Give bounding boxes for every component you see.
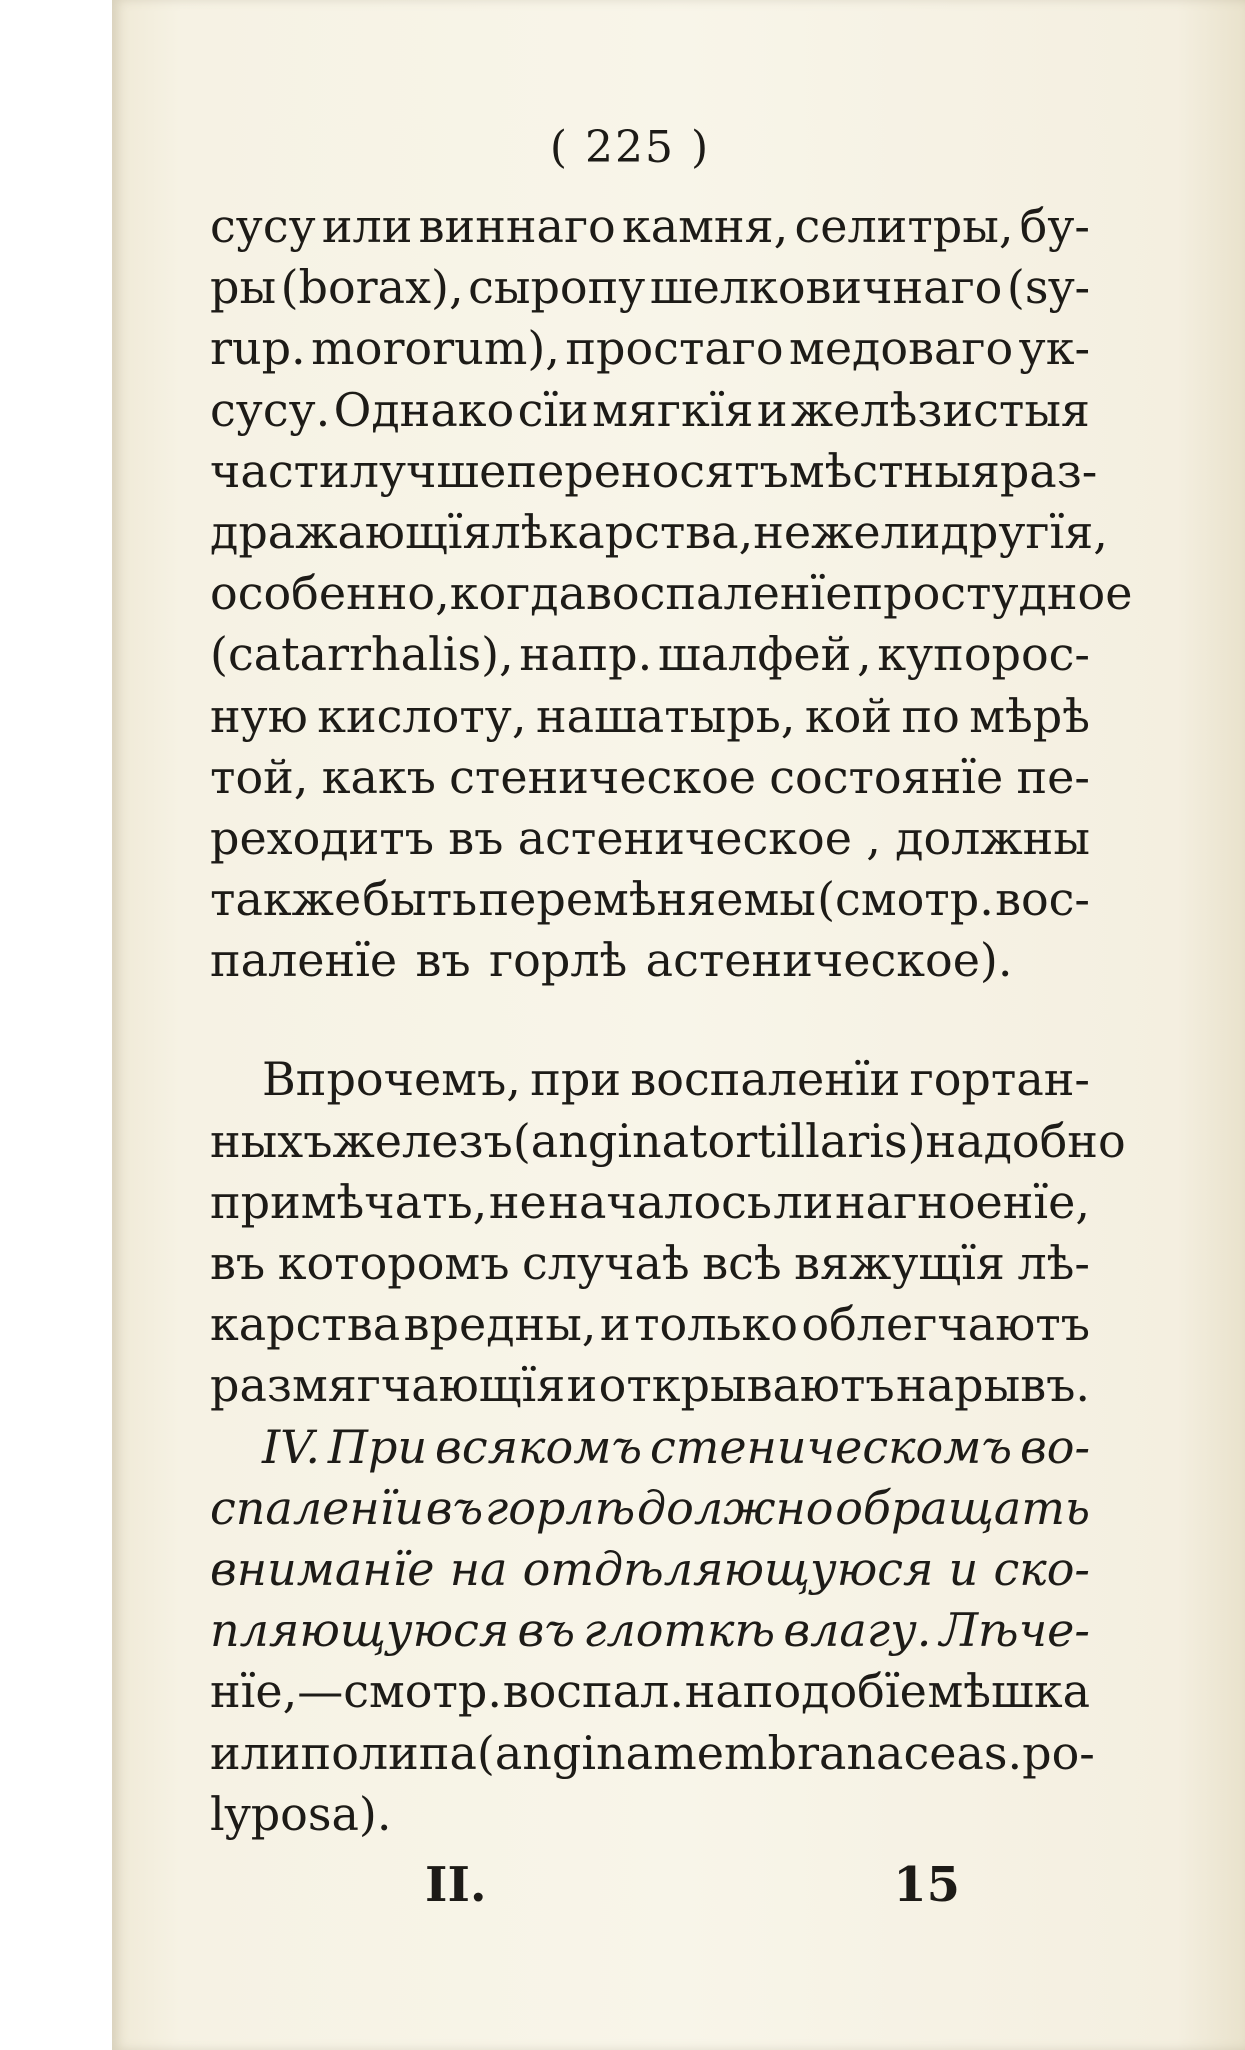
text-line: сусу или виннаго камня, селитры, бу-: [210, 199, 1090, 253]
text-line: ры (borax), сыропу шелковичнаго (sy-: [210, 260, 1090, 315]
text-line: части лучше переносятъ мѣстныя раз-: [210, 443, 1098, 498]
page-number-header: ( 225 ): [549, 122, 711, 173]
page-text: [210, 118, 1133, 1915]
text-line: особенно, когда воспаленїе простудное: [210, 566, 1133, 621]
text-line: размягчающїя и открываютъ нарывъ.: [210, 1358, 1090, 1413]
text-line: той, какъ стеническое состоянїе пе-: [210, 749, 1090, 804]
text-line: Впрочемъ, при воспаленїи гортан-: [262, 1052, 1090, 1107]
text-line: пляющуюся въ глоткѣ влагу. Лѣче-: [210, 1603, 1090, 1658]
text-line: или полипа (angina membranacea s. po-: [210, 1725, 1095, 1780]
text-line: rup. mororum), простаго медоваго ук-: [210, 321, 1090, 376]
text-line: паленїе въ горлѣ астеническое).: [210, 933, 1013, 988]
paragraph-gap: [210, 991, 1090, 1049]
text-line: въ которомъ случаѣ всѣ вяжущїя лѣ-: [210, 1236, 1090, 1290]
text-line: также быть перемѣняемы (смотр. вос-: [210, 872, 1090, 927]
text-line: сусу. Однако сїи мягкїя и желѣзистыя: [210, 382, 1090, 437]
text-line: дражающїя лѣкарства, нежели другїя,: [210, 504, 1108, 559]
signature-mark: II.: [425, 1856, 487, 1913]
gathering-number: 15: [893, 1856, 960, 1913]
text-line: ныхъ железъ (angina tortillaris) надобно: [210, 1113, 1126, 1168]
page-footer: [210, 1845, 1090, 1915]
text-line: карства вредны, и только облегчаютъ: [210, 1297, 1090, 1352]
text-line: ную кислоту, нашатырь, кой по мѣрѣ: [210, 688, 1090, 743]
text-line: lyposa).: [210, 1786, 392, 1841]
text-line: нїе,—смотр. воспал. наподобїе мѣшка: [210, 1664, 1090, 1719]
text-line: вниманїе на отдѣляющуюся и ско-: [210, 1541, 1090, 1596]
text-line: реходитъ въ астеническое , должны: [210, 810, 1090, 865]
text-line: IV. При всякомъ стеническомъ во-: [262, 1419, 1090, 1474]
text-line: спаленїи въ горлѣ должно обращать: [210, 1480, 1090, 1535]
text-line: (catarrhalis), напр. шалфей , купорос-: [210, 627, 1090, 682]
text-line: примѣчать, не началось ли нагноенїе,: [210, 1174, 1090, 1229]
